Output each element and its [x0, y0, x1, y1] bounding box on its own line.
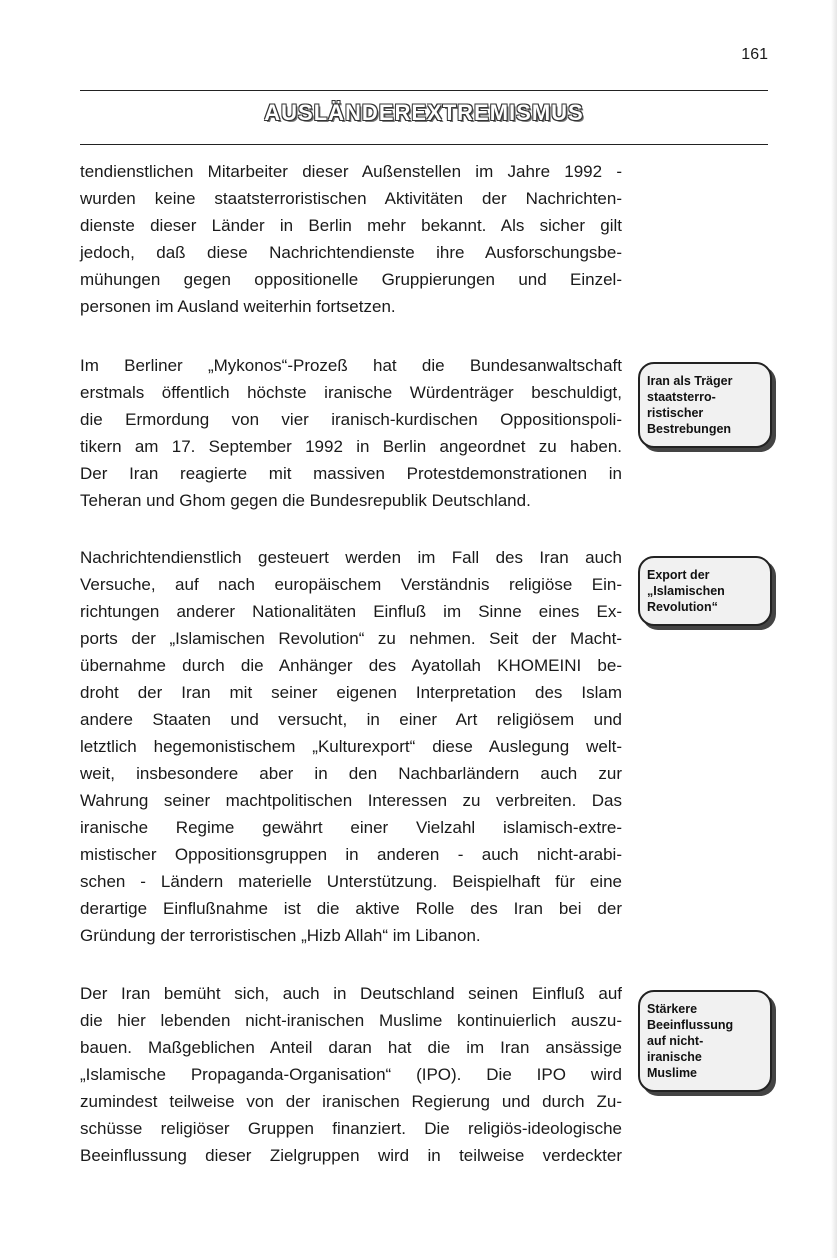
paragraph-line: ports der „Islamischen Revolution“ zu nehmen. Seit der Macht- — [80, 629, 622, 648]
page-title: AUSLÄNDEREXTREMISMUS — [264, 100, 584, 125]
paragraph-line: personen im Ausland weiterhin fortsetzen. — [80, 297, 396, 316]
margin-note-line: auf nicht- — [647, 1034, 704, 1048]
paragraph-line: derartige Einflußnahme ist die aktive Rolle des Iran bei der — [80, 899, 622, 918]
paragraph-line: Wahrung seiner machtpolitischen Interessen zu verbreiten. Das — [80, 791, 622, 810]
paragraph-line: andere Staaten und versucht, in einer Art religiösem und — [80, 710, 622, 729]
margin-note-line: ristischer — [647, 406, 704, 420]
paragraph-line: tikern am 17. September 1992 in Berlin angeordnet zu haben. — [80, 437, 622, 456]
paragraph-line: erstmals öffentlich höchste iranische Würdenträger beschuldigt, — [80, 383, 622, 402]
margin-note-line: Export der — [647, 568, 710, 582]
paragraph-line: „Islamische Propaganda-Organisation“ (IPO). Die IPO wird — [80, 1065, 622, 1084]
paragraph-line: die hier lebenden nicht-iranischen Muslime kontinuierlich auszu- — [80, 1011, 622, 1030]
paragraph-line: letztlich hegemonistischem „Kulturexport“ diese Auslegung welt- — [80, 737, 622, 756]
margin-note-export-revolution — [638, 556, 772, 626]
paragraph-line: droht der Iran mit seiner eigenen Interpretation des Islam — [80, 683, 622, 702]
paragraph-line: iranische Regime gewährt einer Vielzahl islamisch-extre- — [80, 818, 622, 837]
paragraph-line: mistischer Oppositionsgruppen in anderen - auch nicht-arabi- — [80, 845, 622, 864]
margin-note-line: staatsterro- — [647, 390, 716, 404]
margin-note-line: Iran als Träger — [647, 374, 733, 388]
paragraph-line: Teheran und Ghom gegen die Bundesrepublik Deutschland. — [80, 491, 531, 510]
paragraph-line: mühungen gegen oppositionelle Gruppierungen und Einzel- — [80, 270, 622, 289]
paragraph-line: wurden keine staatsterroristischen Aktivitäten der Nachrichten- — [80, 189, 622, 208]
paragraph-line: weit, insbesondere aber in den Nachbarländern auch zur — [80, 764, 622, 783]
paragraph-line: tendienstlichen Mitarbeiter dieser Außenstellen im Jahre 1992 - — [80, 162, 622, 181]
paragraph-line: Der Iran reagierte mit massiven Protestdemonstrationen in — [80, 464, 622, 483]
paragraph-1 — [80, 158, 622, 320]
margin-note-muslim-influence — [638, 990, 772, 1092]
margin-note-line: Bestrebungen — [647, 422, 732, 436]
margin-note-line: Revolution“ — [647, 600, 718, 614]
paragraph-line: dienste dieser Länder in Berlin mehr bekannt. Als sicher gilt — [80, 216, 622, 235]
paragraph-line: Gründung der terroristischen „Hizb Allah“ im Libanon. — [80, 926, 481, 945]
scan-edge-shadow — [831, 0, 837, 1258]
margin-note-line: Stärkere — [647, 1002, 698, 1016]
paragraph-line: die Ermordung von vier iranisch-kurdischen Oppositionspoli- — [80, 410, 622, 429]
page-number: 161 — [741, 46, 768, 63]
margin-note-line: iranische — [647, 1050, 702, 1064]
paragraph-line: Versuche, auf nach europäischem Verständnis religiöse Ein- — [80, 575, 622, 594]
paragraph-line: jedoch, daß diese Nachrichtendienste ihre Ausforschungsbe- — [80, 243, 622, 262]
margin-note-iran-terror — [638, 362, 772, 448]
paragraph-line: richtungen anderer Nationalitäten Einfluß im Sinne eines Ex- — [80, 602, 622, 621]
header-rule-top — [80, 90, 768, 91]
paragraph-line: schen - Ländern materielle Unterstützung. Beispielhaft für eine — [80, 872, 622, 891]
paragraph-2 — [80, 352, 622, 514]
paragraph-line: Beeinflussung dieser Zielgruppen wird in teilweise verdeckter — [80, 1146, 622, 1165]
paragraph-line: Nachrichtendienstlich gesteuert werden im Fall des Iran auch — [80, 548, 622, 567]
margin-note-line: Muslime — [647, 1066, 698, 1080]
margin-note-line: „Islamischen — [647, 584, 725, 598]
header-rule-bottom — [80, 144, 768, 145]
paragraph-4 — [80, 980, 622, 1169]
paragraph-line: übernahme durch die Anhänger des Ayatollah KHOMEINI be- — [80, 656, 622, 675]
paragraph-line: bauen. Maßgeblichen Anteil daran hat die im Iran ansässige — [80, 1038, 622, 1057]
paragraph-3 — [80, 544, 622, 949]
margin-note-line: Beeinflussung — [647, 1018, 734, 1032]
paragraph-line: Der Iran bemüht sich, auch in Deutschland seinen Einfluß auf — [80, 984, 622, 1003]
paragraph-line: zumindest teilweise von der iranischen Regierung und durch Zu- — [80, 1092, 622, 1111]
paragraph-line: Im Berliner „Mykonos“-Prozeß hat die Bundesanwaltschaft — [80, 356, 622, 375]
paragraph-line: schüsse religiöser Gruppen finanziert. Die religiös-ideologische — [80, 1119, 622, 1138]
